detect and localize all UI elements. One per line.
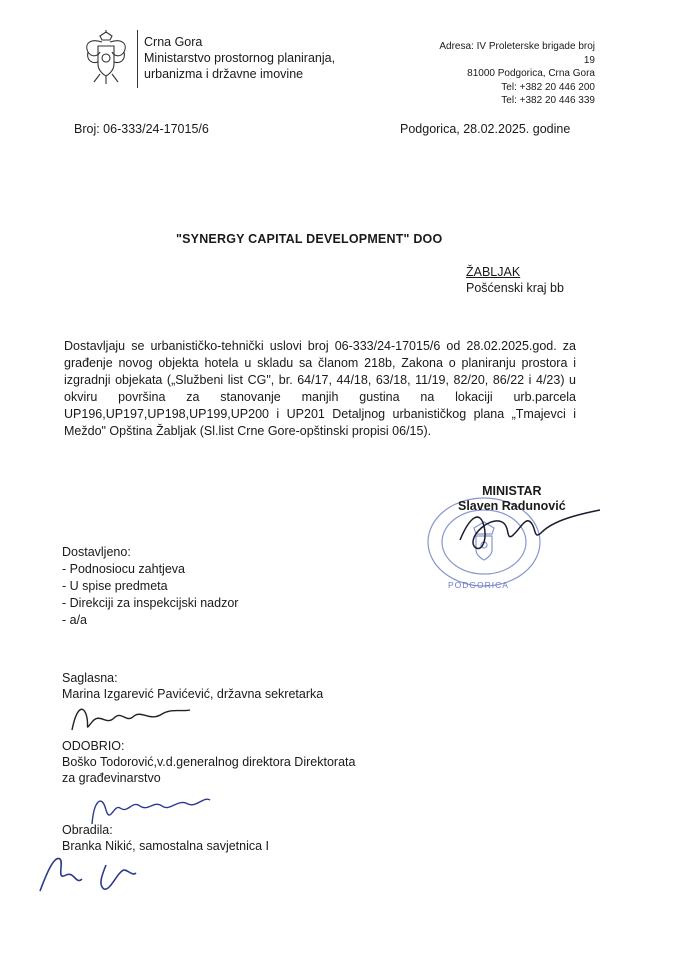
delivered-list [62,561,238,629]
list-item: - Direkciji za inspekcijski nadzor [62,596,239,610]
address-line: Tel: +382 20 446 339 [501,95,595,106]
org-line: Ministarstvo prostornog planiranja, [144,51,336,65]
body-paragraph: Dostavljaju se urbanističko-tehnički uslovi broj 06-333/24-17015/6 od 28.02.2025.god. za građenje novog objekta hotela u skladu sa članom 218b, Zakona o planiranju prostora i izgradnji objekata („Službeni list CG", br. 64/17, 44/18, 63/18, 11/19, 82/20, 86/22 i 4/23) u okviru površina za stanovanje manjih gustina na lokaciji urb.parcela UP196,UP197,UP198,UP199,UP200 i UP201 Detaljnog urbanističkog plana „Tmajevci i Meždo" Opština Žabljak (Sl.list Crne Gore-opštinski propisi 06/15). [64,339,576,438]
consent-signature [66,700,196,736]
ministry-address [439,40,595,108]
recipient-city: ŽABLJAK [466,265,521,279]
list-item: - Podnosiocu zahtjeva [62,562,185,576]
recipient-name: "SYNERGY CAPITAL DEVELOPMENT" DOO [176,232,443,246]
signatory-name: Slaven Radunović [458,499,566,513]
address-line: Adresa: IV Proleterske brigade broj [439,41,595,52]
approved-label: ODOBRIO: [62,739,125,753]
coat-of-arms-logo [80,30,132,86]
document-date: Podgorica, 28.02.2025. godine [400,122,571,136]
address-line: Tel: +382 20 446 200 [501,81,595,93]
approved-person: Boško Todorović,v.d.generalnog direktora Direktorata [62,755,356,769]
prepared-signature [36,845,166,895]
signature-block [458,484,566,514]
signatory-title: MINISTAR [482,484,542,498]
approved-person-cont: za građevinarstvo [62,771,161,785]
document-number: Broj: 06-333/24-17015/6 [74,122,209,136]
consent-label: Saglasna: [62,671,118,685]
approval-signature [84,790,214,830]
consent-person: Marina Izgarević Pavićević, državna sekretarka [62,687,324,701]
address-line: 81000 Podgorica, Crna Gora [467,68,595,79]
address-line: 19 [583,54,595,66]
prepared-person: Branka Nikić, samostalna savjetnica I [62,839,270,853]
prepared-label: Obradila: [62,823,113,837]
delivered-heading: Dostavljeno: [62,545,131,559]
ministry-name [144,34,335,82]
org-line: Crna Gora [144,35,203,49]
org-line: urbanizma i državne imovine [144,67,304,81]
list-item: - a/a [62,613,88,627]
recipient-street: Pošćenski kraj bb [466,281,564,295]
stamp-city: PODGORICA [448,580,509,590]
header-divider [137,30,138,88]
recipient-address [466,264,564,296]
list-item: - U spise predmeta [62,579,168,593]
